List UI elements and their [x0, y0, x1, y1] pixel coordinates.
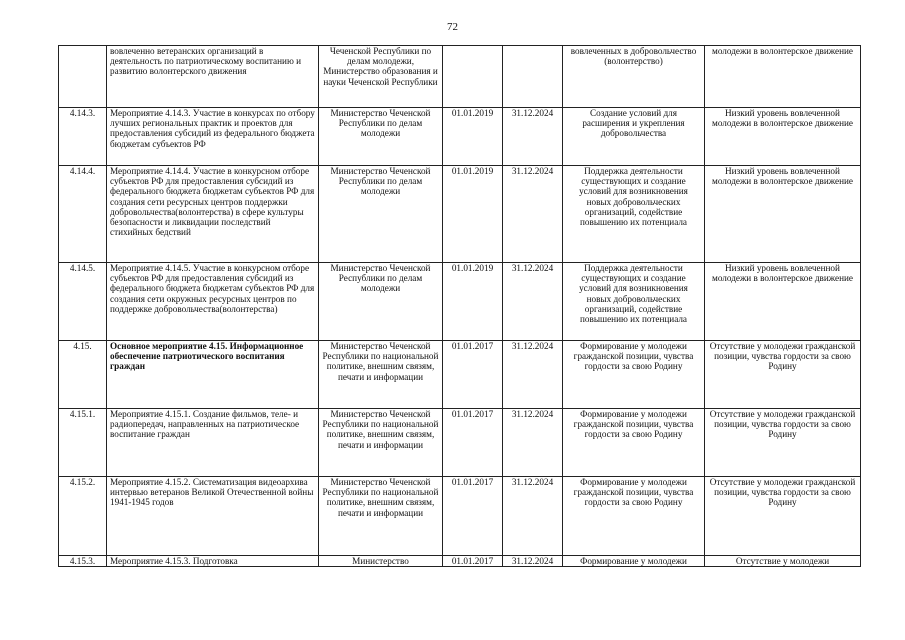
start-date-cell: 01.01.2017: [443, 409, 503, 477]
end-date-cell: 31.12.2024: [503, 477, 563, 556]
risk-cell: Отсутствие у молодежи гражданской позиции, чувства гордости за свою Родину: [705, 477, 861, 556]
risk-cell: Отсутствие у молодежи гражданской позиции, чувства гордости за свою Родину: [705, 341, 861, 409]
row-number-cell: 4.14.3.: [59, 108, 107, 166]
table-row: [59, 166, 861, 263]
end-date-cell: 31.12.2024: [503, 166, 563, 263]
start-date-cell: 01.01.2017: [443, 477, 503, 556]
risk-cell: Низкий уровень вовлеченной молодежи в волонтерское движение: [705, 166, 861, 263]
executor-cell: Министерство: [319, 556, 443, 567]
start-date-cell: [443, 46, 503, 108]
executor-cell: Министерство Чеченской Республики по делам молодежи: [319, 263, 443, 341]
end-date-cell: 31.12.2024: [503, 409, 563, 477]
end-date-cell: 31.12.2024: [503, 263, 563, 341]
activity-name-cell: Мероприятие 4.14.3. Участие в конкурсах по отбору лучших региональных практик и проектов для предоставления субсидий из федерального бюджета бюджетам субъектов РФ: [107, 108, 319, 166]
expected-result-cell: Формирование у молодежи гражданской позиции, чувства гордости за свою Родину: [563, 341, 705, 409]
start-date-cell: 01.01.2017: [443, 341, 503, 409]
expected-result-cell: вовлеченных в добровольчество (волонтерство): [563, 46, 705, 108]
program-activities-table: [58, 45, 861, 567]
expected-result-cell: Создание условий для расширения и укрепления добровольчества: [563, 108, 705, 166]
row-number-cell: [59, 46, 107, 108]
executor-cell: Министерство Чеченской Республики по делам молодежи: [319, 166, 443, 263]
expected-result-cell: Формирование у молодежи: [563, 556, 705, 567]
risk-cell: Отсутствие у молодежи: [705, 556, 861, 567]
start-date-cell: 01.01.2017: [443, 556, 503, 567]
table-row: [59, 477, 861, 556]
table-row: [59, 108, 861, 166]
activity-name-cell: Мероприятие 4.14.5. Участие в конкурсном отборе субъектов РФ для предоставления субсидий из федерального бюджета бюджетам субъектов РФ для создания сети окружных ресурсных центров по поддержке добровольчества(волонтерства): [107, 263, 319, 341]
executor-cell: Чеченской Республики по делам молодежи, Министерство образования и науки Чеченской Республики: [319, 46, 443, 108]
risk-cell: Низкий уровень вовлеченной молодежи в волонтерское движение: [705, 108, 861, 166]
expected-result-cell: Формирование у молодежи гражданской позиции, чувства гордости за свою Родину: [563, 477, 705, 556]
expected-result-cell: Поддержка деятельности существующих и создание условий для возникновения новых добровольческих организаций, содействие повышению их потенциала: [563, 166, 705, 263]
page-number: 72: [447, 21, 458, 33]
executor-cell: Министерство Чеченской Республики по национальной политике, внешним связям, печати и информации: [319, 409, 443, 477]
executor-cell: Министерство Чеченской Республики по национальной политике, внешним связям, печати и информации: [319, 477, 443, 556]
end-date-cell: 31.12.2024: [503, 556, 563, 567]
executor-cell: Министерство Чеченской Республики по делам молодежи: [319, 108, 443, 166]
table-row: [59, 263, 861, 341]
activity-name-cell: вовлеченно ветеранских организаций в деятельность по патриотическому воспитанию и развитию волонтерского движения: [107, 46, 319, 108]
activity-name-cell: Мероприятие 4.14.4. Участие в конкурсном отборе субъектов РФ для предоставления субсидий из федерального бюджета бюджетам субъектов РФ для создания сети ресурсных центров поддержки добровольчества(волонтерства) в сфере культуры безопасности и ликвидации последствий стихийных бедствий: [107, 166, 319, 263]
row-number-cell: 4.15.1.: [59, 409, 107, 477]
risk-cell: молодежи в волонтерское движение: [705, 46, 861, 108]
activity-name-cell: Основное мероприятие 4.15. Информационное обеспечение патриотического воспитания граждан: [107, 341, 319, 409]
end-date-cell: [503, 46, 563, 108]
expected-result-cell: Формирование у молодежи гражданской позиции, чувства гордости за свою Родину: [563, 409, 705, 477]
risk-cell: Отсутствие у молодежи гражданской позиции, чувства гордости за свою Родину: [705, 409, 861, 477]
row-number-cell: 4.15.3.: [59, 556, 107, 567]
activity-name-cell: Мероприятие 4.15.2. Систематизация видеоархива интервью ветеранов Великой Отечественной войны 1941-1945 годов: [107, 477, 319, 556]
risk-cell: Низкий уровень вовлеченной молодежи в волонтерское движение: [705, 263, 861, 341]
start-date-cell: 01.01.2019: [443, 108, 503, 166]
start-date-cell: 01.01.2019: [443, 263, 503, 341]
row-number-cell: 4.15.2.: [59, 477, 107, 556]
activity-name-cell: Мероприятие 4.15.3. Подготовка: [107, 556, 319, 567]
table-row: [59, 341, 861, 409]
activity-name-cell: Мероприятие 4.15.1. Создание фильмов, теле- и радиопередач, направленных на патриотическое воспитание граждан: [107, 409, 319, 477]
end-date-cell: 31.12.2024: [503, 108, 563, 166]
row-number-cell: 4.15.: [59, 341, 107, 409]
row-number-cell: 4.14.5.: [59, 263, 107, 341]
table-row: [59, 409, 861, 477]
end-date-cell: 31.12.2024: [503, 341, 563, 409]
executor-cell: Министерство Чеченской Республики по национальной политике, внешним связям, печати и информации: [319, 341, 443, 409]
row-number-cell: 4.14.4.: [59, 166, 107, 263]
expected-result-cell: Поддержка деятельности существующих и создание условий для возникновения новых добровольческих организаций, содействие повышению их потенциала: [563, 263, 705, 341]
table-row: [59, 556, 861, 567]
start-date-cell: 01.01.2019: [443, 166, 503, 263]
table-row: [59, 46, 861, 108]
